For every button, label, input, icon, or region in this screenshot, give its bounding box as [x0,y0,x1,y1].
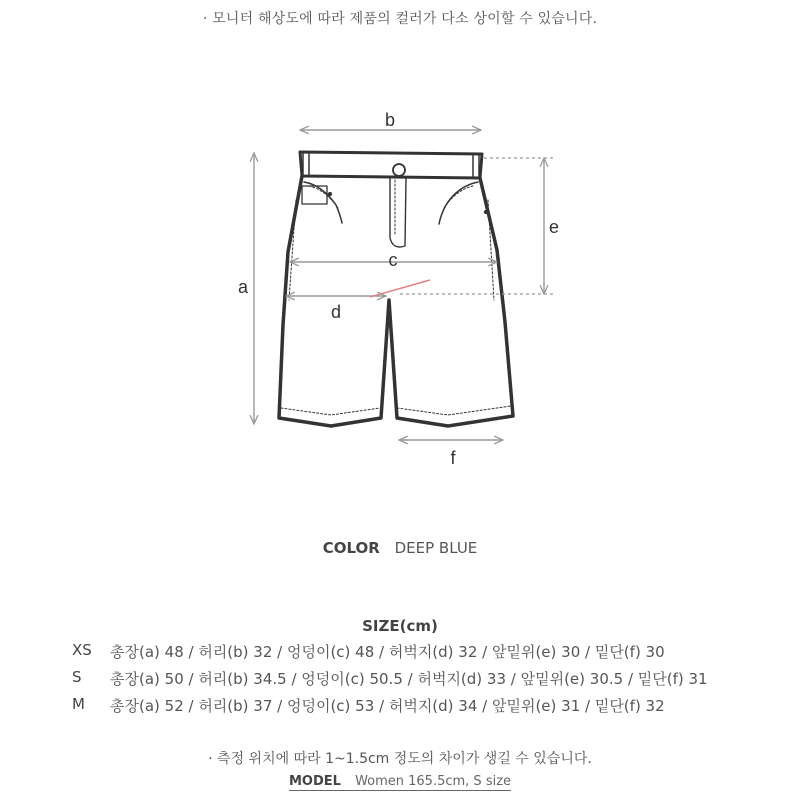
size-spec: 총장(a) 50 / 허리(b) 34.5 / 엉덩이(c) 50.5 / 허벅지(d) 33 / 앞밑위(e) 30.5 / 밑단(f) 31 [110,670,708,688]
color-disclaimer: · 모니터 해상도에 따라 제품의 컬러가 다소 상이할 수 있습니다. [202,11,598,27]
color-label: COLOR [322,539,380,557]
size-spec: 총장(a) 52 / 허리(b) 37 / 엉덩이(c) 53 / 허벅지(d) 34 / 앞밑위(e) 31 / 밑단(f) 32 [110,697,665,715]
size-spec: 총장(a) 48 / 허리(b) 32 / 엉덩이(c) 48 / 허벅지(d) 32 / 앞밑위(e) 30 / 밑단(f) 30 [110,643,665,661]
label-e: e [548,217,560,237]
label-a: a [237,277,249,297]
size-label: S [72,668,82,686]
model-value: Women 165.5cm, S size [355,774,512,789]
label-d: d [330,302,342,322]
model-label: MODEL [288,774,341,789]
label-f: f [450,448,456,468]
label-b: b [384,110,396,130]
size-label: XS [72,641,92,659]
color-info [0,539,800,557]
label-c: c [388,250,398,270]
model-info [0,774,800,789]
measurement-disclaimer: · 측정 위치에 따라 1~1.5cm 정도의 차이가 생길 수 있습니다. [208,751,592,767]
size-label: M [72,695,85,713]
size-table-title: SIZE(cm) [362,617,438,635]
color-value: DEEP BLUE [394,539,478,557]
